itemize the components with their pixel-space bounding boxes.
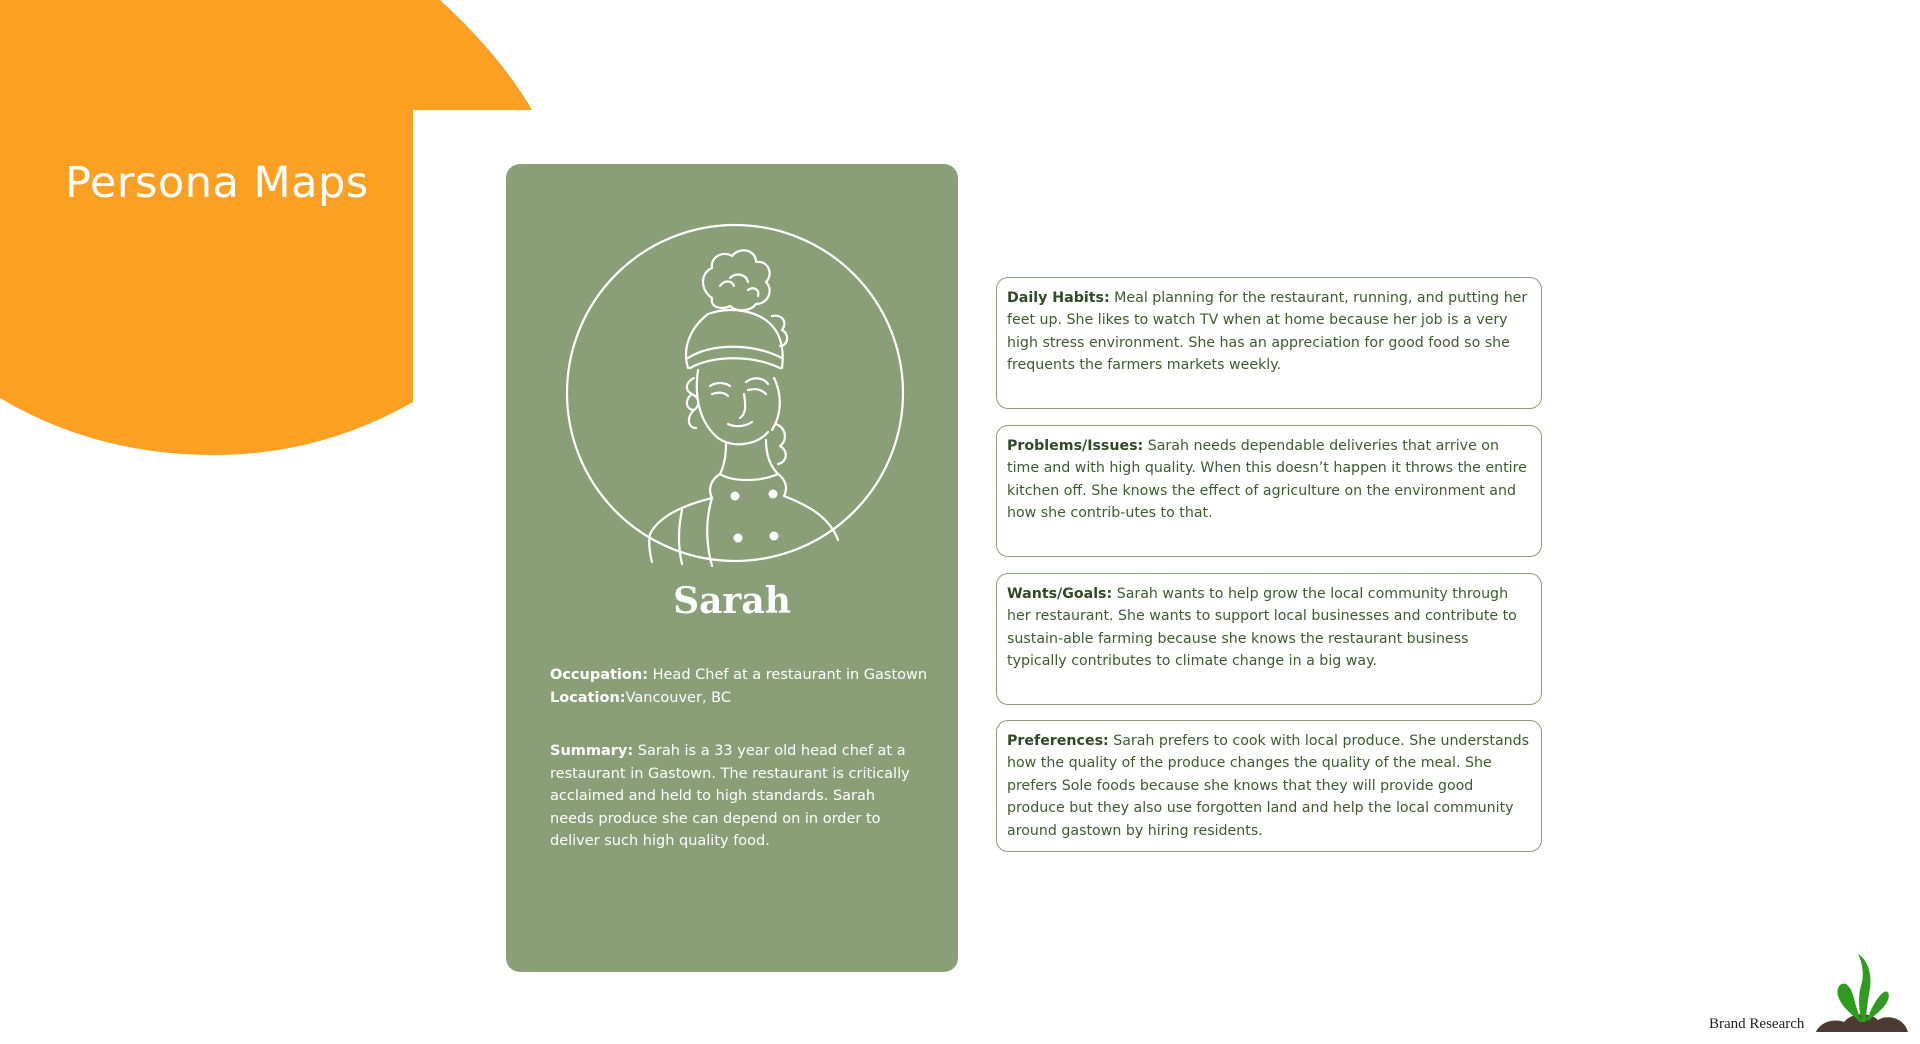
daily-habits-box [996,277,1542,409]
wants-goals-text: Sarah wants to help grow the local community through her restaurant. She wants to support local businesses and contribute to sustain-able farming because she knows the restaurant business typically contributes to climate change in a big way. [1007,586,1517,670]
preferences-text: Sarah prefers to cook with local produce. She understands how the quality of the produce changes the quality of the meal. She prefers Sole foods because she knows that they will provide good produce but they also use forgotten land and help the local community around gastown by hiring residents. [1007,733,1530,839]
persona-details [550,664,930,709]
summary-value: Sarah is a 33 year old head chef at a restaurant in Gastown. The restaurant is critically acclaimed and held to high standards. Sarah needs produce she can depend on in order to deliver such high quality food. [550,743,910,849]
wants-goals-label: Wants/Goals: [1007,586,1113,602]
problems-issues-text: Sarah needs dependable deliveries that arrive on time and with high quality. When this doesn’t happen it throws the entire kitchen off. She knows the effect of agriculture on the environment and how she contrib-utes to that. [1007,438,1527,522]
sprout-icon [1812,948,1912,1038]
occupation-value: Head Chef at a restaurant in Gastown [652,667,928,683]
problems-issues-box [996,425,1542,557]
problems-issues-label: Problems/Issues: [1007,438,1144,454]
daily-habits-label: Daily Habits: [1007,290,1110,306]
daily-habits-text: Meal planning for the restaurant, running, and putting her feet up. She likes to watch TV when at home because her job is a very high stress environment. She has an appreciation for good food so she frequents the farmers markets weekly. [1007,290,1528,374]
brand-research-label: Brand Research [1709,1016,1805,1032]
chef-portrait-icon [560,218,910,568]
occupation-line [550,664,930,687]
location-value: Vancouver, BC [625,689,731,706]
preferences-box [996,720,1542,852]
summary-label: Summary: [550,743,634,759]
wants-goals-box [996,573,1542,705]
page-title: Persona Maps [65,158,369,208]
location-line [550,687,930,710]
orange-decorative-shape [0,0,540,460]
persona-summary [550,740,920,853]
preferences-label: Preferences: [1007,733,1109,749]
persona-name: Sarah [673,580,791,622]
persona-card [506,164,958,972]
occupation-label: Occupation: [550,667,648,683]
location-label: Location: [550,689,626,706]
